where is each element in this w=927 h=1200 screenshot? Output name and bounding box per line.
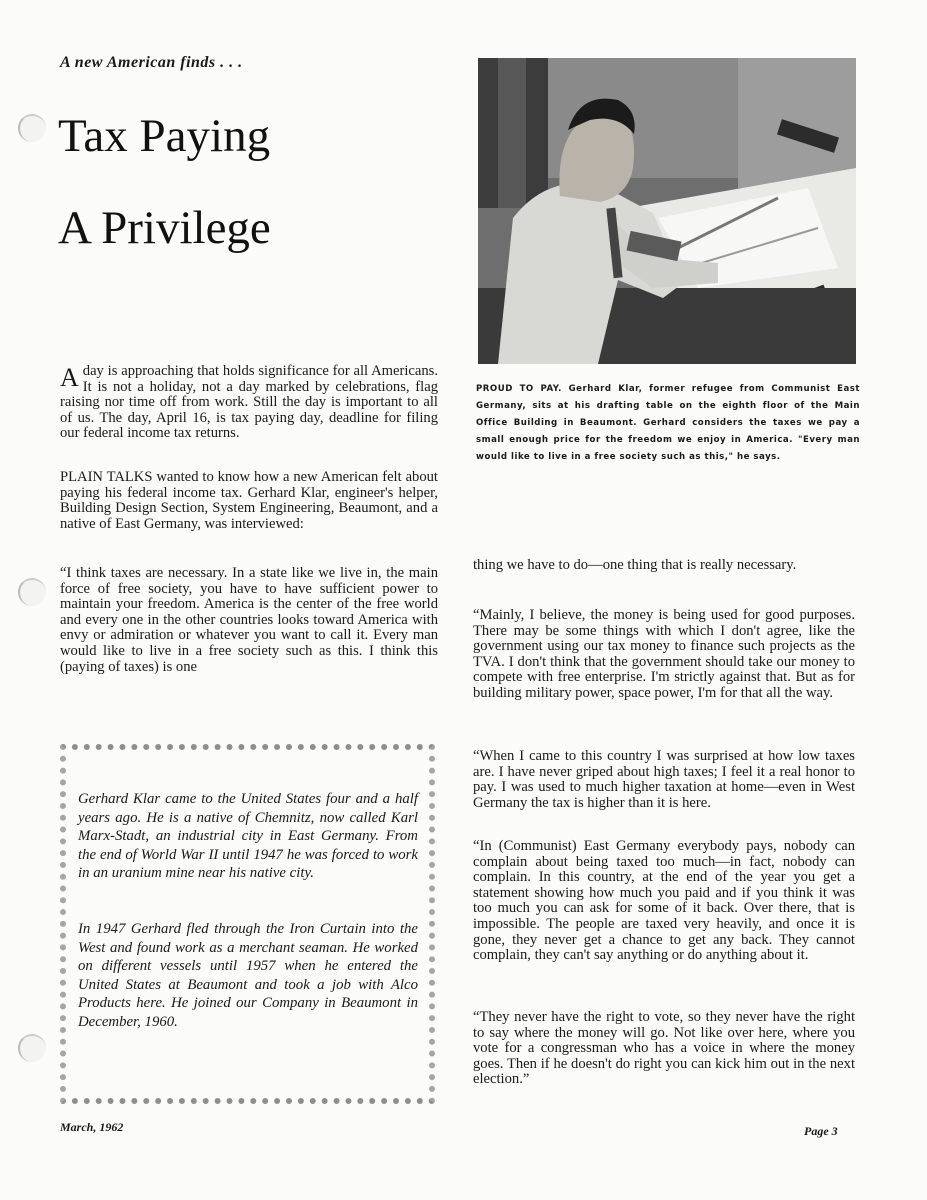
binder-hole-bottom (18, 1034, 46, 1062)
binder-hole-middle (18, 578, 46, 606)
page-title-line-2: A Privilege (58, 202, 271, 254)
photo-man-at-drafting-table (478, 58, 856, 364)
article-paragraph-3-continued: thing we have to do—one thing that is really necessary. (473, 557, 797, 573)
drop-cap: A (60, 363, 79, 392)
article-paragraph-7: “They never have the right to vote, so they never have the right to say where the money will go. Not like over here, where you vote for a congressman who has a voice in where the money goes. Then if he doesn't do right you can kick him out in the next election.” (473, 1009, 855, 1088)
photo-caption: PROUD TO PAY. Gerhard Klar, former refugee from Communist East Germany, sits at his drafting table on the eighth floor of the Main Office Building in Beaumont. Gerhard considers the taxes we pay a small enough price for the freedom we enjoy in America. "Every man would like to live in a free society such as this," he says. (476, 384, 860, 462)
article-paragraph-5: “When I came to this country I was surprised at how low taxes are. I have never griped about high taxes; I feel it a real honor to pay. I was used to much higher taxation at home—even in West Germany the tax is higher than it is here. (473, 748, 855, 811)
footer-date: March, 1962 (60, 1120, 124, 1134)
page-title-line-1: Tax Paying (58, 110, 271, 162)
kicker: A new American finds . . . (60, 54, 243, 71)
sidebar-paragraph-2: In 1947 Gerhard fled through the Iron Curtain into the West and found work as a merchant seaman. He worked on different vessels until 1957 when he entered the United States at Beaumont and took a job with Alco Products here. He joined our Company in Beaumont in December, 1960. (78, 921, 418, 1030)
article-paragraph-6: “In (Communist) East Germany everybody pays, nobody can complain about being taxed too much—in fact, nobody can complain. In this country, at the end of the year you get a statement showing how much you paid and if you think it was too much you can ask for some of it back. Over there, that is impossible. The people are taxed very heavily, and once it is gone, they never get a chance to get any back. They cannot complain, they can't say anything or do anything about it. (473, 838, 855, 964)
article-paragraph-1: A day is approaching that holds significance for all Americans. It is not a holiday, not a day marked by celebrations, flag raising nor time off from work. Still the day is important to all of us. The day, April 16, is tax paying day, deadline for filing our federal income tax returns. (60, 363, 438, 442)
page-number: Page 3 (804, 1124, 838, 1138)
sidebar-paragraph-1: Gerhard Klar came to the United States four and a half years ago. He is a native of Chemnitz, now called Karl Marx-Stadt, an industrial city in East Germany. From the end of World War II until 1947 he was forced to work in an uranium mine near his native city. (78, 791, 418, 881)
binder-hole-top (18, 114, 46, 142)
article-paragraph-4: “Mainly, I believe, the money is being used for good purposes. There may be some things with which I don't agree, like the government using our tax money to finance such projects as the TVA. I don't think that the government should take our money to compete with free enterprise. I'm strictly against that. But as for building military power, space power, I'm for that all the way. (473, 607, 855, 701)
article-paragraph-2: PLAIN TALKS wanted to know how a new American felt about paying his federal income tax. Gerhard Klar, engineer's helper, Building Design Section, System Engineering, Beaumont, and a native of East Germany, was interviewed: (60, 469, 438, 532)
article-paragraph-3: “I think taxes are necessary. In a state like we live in, the main force of free society, you have to have sufficient power to maintain your freedom. America is the center of the free world and every one in the other countries looks toward America with envy or admiration or whatever you want to call it. Every man would like to live in a free society such as this. I think this (paying of taxes) is one (60, 565, 438, 675)
